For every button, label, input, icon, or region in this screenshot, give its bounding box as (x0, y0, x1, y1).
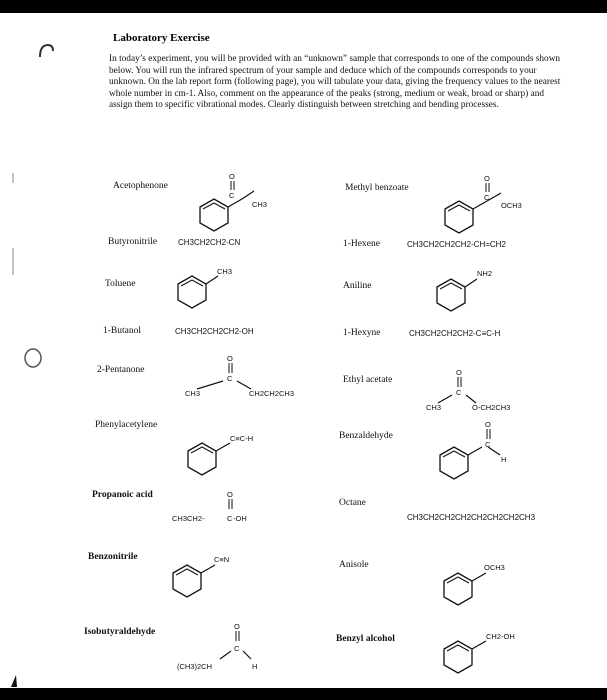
label-methyl-benzoate: Methyl benzoate (345, 183, 409, 193)
label-2-pentanone: 2-Pentanone (97, 365, 145, 375)
isobutyraldehyde-hydrogen: H (252, 662, 258, 671)
label-phenylacetylene: Phenylacetylene (95, 420, 158, 430)
propanoic-acid-carbon: C (227, 514, 233, 523)
methyl-benzoate-carbon: C (484, 193, 490, 202)
label-benzyl-alcohol: Benzyl alcohol (336, 634, 395, 644)
label-propanoic-acid: Propanoic acid (92, 490, 153, 500)
margin-punch-hole (22, 345, 44, 371)
structure-benzaldehyde (430, 413, 520, 483)
formula-1-hexyne: CH3CH2CH2CH2-C≡C-H (409, 329, 501, 338)
label-1-butanol: 1-Butanol (103, 326, 141, 336)
phenylacetylene-alkyne: C≡C-H (230, 434, 254, 443)
structure-acetophenone (170, 163, 290, 243)
label-toluene: Toluene (105, 279, 136, 289)
benzonitrile-nitrile: C≡N (214, 555, 230, 564)
structure-propanoic-acid (170, 491, 290, 536)
formula-1-butanol: CH3CH2CH2CH2-OH (175, 327, 254, 336)
methyl-benzoate-oxygen: O (484, 174, 490, 183)
structure-toluene (170, 258, 250, 318)
ethyl-acetate-ethoxy: O-CH2CH3 (472, 403, 511, 412)
benzyl-alcohol-hydroxymethyl: CH2-OH (486, 632, 515, 641)
propanoic-acid-ethyl: CH3CH2- (172, 514, 205, 523)
acetophenone-oxygen: O (229, 172, 235, 181)
margin-hook-mark (36, 41, 56, 63)
structure-2-pentanone (175, 353, 315, 403)
structure-ethyl-acetate (420, 365, 560, 415)
anisole-methoxy: OCH3 (484, 563, 505, 572)
label-anisole: Anisole (339, 560, 369, 570)
pentanone-carbon: C (227, 374, 233, 383)
methyl-benzoate-methoxy: OCH3 (501, 201, 522, 210)
isobutyraldehyde-carbon: C (234, 644, 240, 653)
instructions-paragraph: In today’s experiment, you will be provided with an “unknown” sample that corresponds to one of the compounds shown below. You will run the infrared spectrum of your sample and deduce which of the compounds corresponds to your unknown. On the lab report form (following page), you will tabulate your data, giving the frequency values to the nearest whole number in cm-1. Also, comment on the appearance of the peaks (strong, medium or weak, broad or sharp) and assign them to specific vibrational modes. Clearly distinguish between stretching and bending processes. (109, 54, 561, 111)
isobutyraldehyde-isopropyl: (CH3)2CH (177, 662, 213, 671)
propanoic-acid-hydroxyl: -OH (233, 514, 247, 523)
worksheet-page (0, 13, 607, 688)
ethyl-acetate-carbon: C (456, 388, 462, 397)
structure-isobutyraldehyde (175, 623, 295, 675)
pentanone-oxygen: O (227, 354, 233, 363)
structure-methyl-benzoate (425, 165, 555, 245)
acetophenone-methyl: CH3 (252, 200, 268, 209)
benzaldehyde-oxygen: O (485, 420, 491, 429)
structure-aniline (425, 259, 515, 319)
structure-phenylacetylene (180, 411, 290, 481)
margin-tick-mark (10, 163, 16, 293)
label-benzaldehyde: Benzaldehyde (339, 431, 393, 441)
formula-1-hexene: CH3CH2CH2CH2-CH=CH2 (407, 240, 506, 249)
label-butyronitrile: Butyronitrile (108, 237, 158, 247)
formula-butyronitrile: CH3CH2CH2-CN (178, 238, 241, 247)
label-1-hexyne: 1-Hexyne (343, 328, 381, 338)
ethyl-acetate-methyl: CH3 (426, 403, 442, 412)
benzaldehyde-hydrogen: H (501, 455, 507, 464)
structure-benzonitrile (165, 543, 275, 608)
label-isobutyraldehyde: Isobutyraldehyde (84, 627, 156, 637)
propanoic-acid-oxygen: O (227, 490, 233, 499)
structure-benzyl-alcohol (440, 617, 550, 682)
aniline-amino: NH2 (477, 269, 493, 278)
isobutyraldehyde-oxygen: O (234, 622, 240, 631)
label-benzonitrile: Benzonitrile (88, 552, 138, 562)
exercise-title: Laboratory Exercise (113, 32, 210, 44)
label-octane: Octane (339, 498, 366, 508)
label-ethyl-acetate: Ethyl acetate (343, 375, 393, 385)
structure-anisole (440, 553, 550, 613)
acetophenone-carbon: C (229, 191, 235, 200)
bottom-corner-mark (8, 673, 20, 689)
label-1-hexene: 1-Hexene (343, 239, 380, 249)
pentanone-methyl: CH3 (185, 389, 201, 398)
pentanone-propyl: CH2CH2CH3 (249, 389, 295, 398)
toluene-methyl: CH3 (217, 267, 233, 276)
label-aniline: Aniline (343, 281, 372, 291)
label-acetophenone: Acetophenone (113, 181, 168, 191)
benzaldehyde-carbon: C (485, 440, 491, 449)
formula-octane: CH3CH2CH2CH2CH2CH2CH2CH3 (407, 513, 536, 522)
ethyl-acetate-oxygen: O (456, 368, 462, 377)
